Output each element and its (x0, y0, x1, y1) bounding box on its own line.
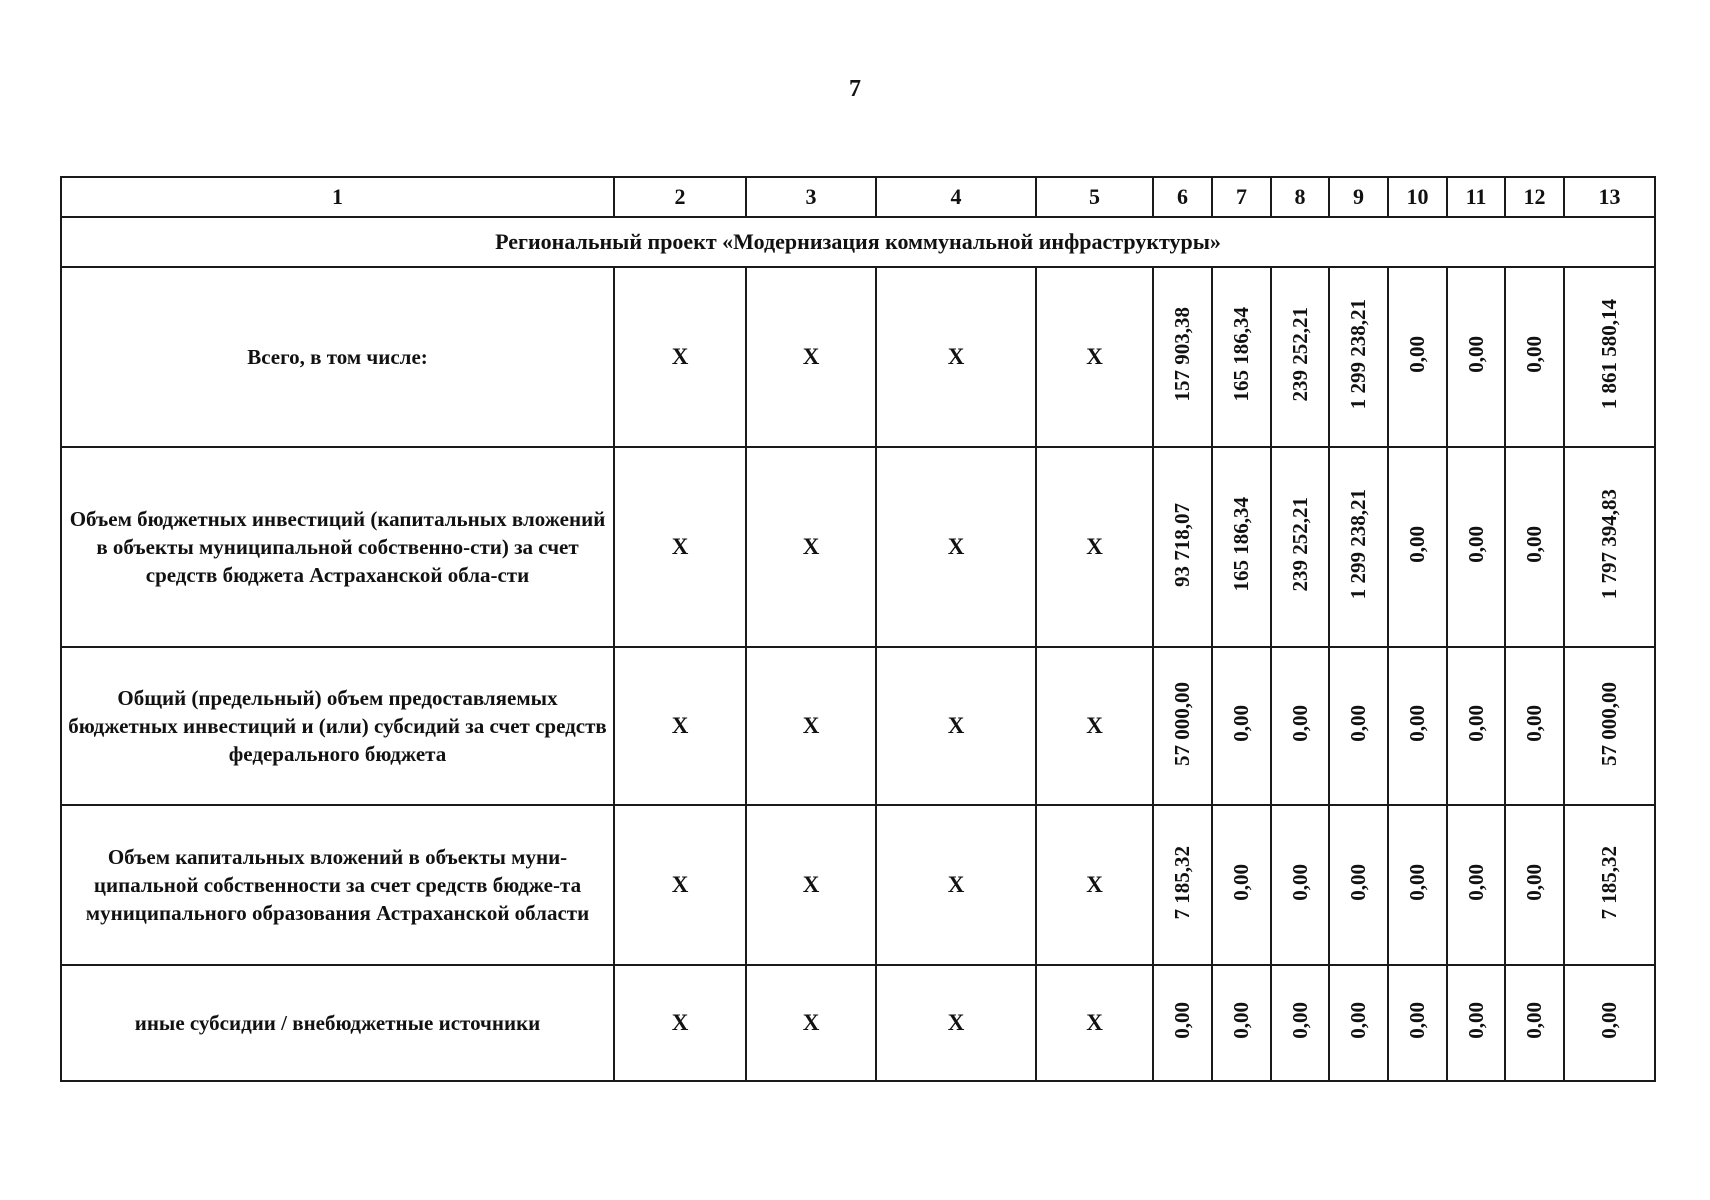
amount-value: 0,00 (1405, 526, 1429, 563)
row-label: иные субсидии / внебюджетные источники (61, 965, 614, 1081)
amount-cell (1564, 965, 1655, 1081)
column-number-cell: 7 (1212, 177, 1271, 217)
amount-value: 0,00 (1346, 1002, 1370, 1039)
amount-cell (1271, 447, 1329, 647)
amount-value: 0,00 (1170, 1002, 1194, 1039)
project-title: Региональный проект «Модернизация коммунальной инфраструктуры» (61, 217, 1655, 267)
amount-value: 0,00 (1463, 705, 1488, 742)
amount-cell (1212, 267, 1271, 447)
amount-value: 165 186,34 (1229, 307, 1253, 402)
amount-value: 0,00 (1463, 336, 1488, 373)
column-number-cell: 6 (1153, 177, 1212, 217)
amount-cell (1447, 965, 1505, 1081)
amount-cell (1329, 647, 1388, 805)
amount-cell (1388, 267, 1447, 447)
column-number-cell: 10 (1388, 177, 1447, 217)
amount-value: 0,00 (1522, 705, 1546, 742)
amount-cell (1447, 647, 1505, 805)
not-applicable-mark: X (876, 965, 1036, 1081)
table-row (61, 965, 1655, 1081)
amount-value: 1 797 394,83 (1597, 489, 1621, 600)
amount-value: 165 186,34 (1229, 497, 1253, 592)
amount-value: 0,00 (1346, 864, 1370, 901)
amount-value: 0,00 (1405, 864, 1429, 901)
not-applicable-mark: X (746, 965, 876, 1081)
not-applicable-mark: X (614, 447, 746, 647)
amount-cell (1329, 267, 1388, 447)
amount-value: 1 861 580,14 (1597, 299, 1621, 410)
amount-cell (1505, 805, 1564, 965)
amount-cell (1329, 447, 1388, 647)
amount-value: 7 185,32 (1170, 845, 1194, 920)
not-applicable-mark: X (614, 805, 746, 965)
amount-cell (1212, 965, 1271, 1081)
amount-cell (1212, 447, 1271, 647)
amount-cell (1388, 965, 1447, 1081)
amount-value: 0,00 (1346, 705, 1370, 742)
amount-cell (1564, 447, 1655, 647)
amount-cell (1153, 805, 1212, 965)
column-number-cell: 4 (876, 177, 1036, 217)
amount-cell (1271, 647, 1329, 805)
row-label: Общий (предельный) объем предоставляемых бюджетных инвестиций и (или) субсидий за счет средств федерального бюджета (61, 647, 614, 805)
amount-value: 57 000,00 (1170, 681, 1194, 766)
amount-cell (1388, 647, 1447, 805)
amount-cell (1153, 965, 1212, 1081)
amount-cell (1505, 965, 1564, 1081)
budget-table (60, 176, 1656, 1082)
amount-value: 0,00 (1463, 526, 1488, 563)
amount-cell (1447, 447, 1505, 647)
amount-cell (1388, 447, 1447, 647)
amount-cell (1505, 647, 1564, 805)
not-applicable-mark: X (1036, 647, 1153, 805)
amount-value: 239 252,21 (1287, 307, 1312, 402)
column-number-cell: 1 (61, 177, 614, 217)
not-applicable-mark: X (614, 965, 746, 1081)
not-applicable-mark: X (746, 647, 876, 805)
amount-value: 0,00 (1405, 705, 1429, 742)
amount-cell (1388, 805, 1447, 965)
not-applicable-mark: X (876, 447, 1036, 647)
column-number-row (61, 177, 1655, 217)
table-row (61, 805, 1655, 965)
column-number-cell: 5 (1036, 177, 1153, 217)
amount-cell (1505, 267, 1564, 447)
not-applicable-mark: X (746, 267, 876, 447)
amount-value: 0,00 (1522, 526, 1546, 563)
amount-value: 157 903,38 (1170, 307, 1194, 402)
column-number-cell: 13 (1564, 177, 1655, 217)
column-number-cell: 8 (1271, 177, 1329, 217)
amount-cell (1329, 965, 1388, 1081)
row-label: Всего, в том числе: (61, 267, 614, 447)
amount-value: 0,00 (1522, 336, 1546, 373)
column-number-cell: 12 (1505, 177, 1564, 217)
not-applicable-mark: X (1036, 805, 1153, 965)
amount-cell (1564, 647, 1655, 805)
not-applicable-mark: X (876, 805, 1036, 965)
not-applicable-mark: X (1036, 267, 1153, 447)
amount-value: 7 185,32 (1597, 845, 1621, 920)
column-number-cell: 11 (1447, 177, 1505, 217)
amount-cell (1447, 805, 1505, 965)
amount-value: 0,00 (1597, 1002, 1621, 1039)
amount-value: 0,00 (1229, 1002, 1253, 1039)
amount-value: 0,00 (1405, 336, 1429, 373)
amount-cell (1153, 267, 1212, 447)
table-row (61, 647, 1655, 805)
not-applicable-mark: X (876, 647, 1036, 805)
column-number-cell: 2 (614, 177, 746, 217)
amount-value: 0,00 (1522, 1002, 1546, 1039)
amount-cell (1212, 805, 1271, 965)
table-row (61, 447, 1655, 647)
amount-value: 0,00 (1522, 864, 1546, 901)
amount-value: 0,00 (1287, 864, 1312, 901)
amount-value: 0,00 (1287, 1002, 1312, 1039)
not-applicable-mark: X (746, 447, 876, 647)
amount-value: 0,00 (1287, 705, 1312, 742)
page-number: 7 (849, 76, 861, 102)
amount-value: 0,00 (1229, 705, 1253, 742)
amount-cell (1271, 805, 1329, 965)
amount-value: 239 252,21 (1287, 497, 1312, 592)
amount-cell (1271, 267, 1329, 447)
amount-value: 1 299 238,21 (1346, 489, 1370, 600)
row-label: Объем бюджетных инвестиций (капитальных вложений в объекты муниципальной собственно-сти) за счет средств бюджета Астраханской обла-сти (61, 447, 614, 647)
not-applicable-mark: X (1036, 965, 1153, 1081)
row-label: Объем капитальных вложений в объекты муни-ципальной собственности за счет средств бюдже-та муниципального образования Астраханской области (61, 805, 614, 965)
amount-cell (1564, 805, 1655, 965)
column-number-cell: 9 (1329, 177, 1388, 217)
amount-value: 0,00 (1463, 1002, 1488, 1039)
not-applicable-mark: X (1036, 447, 1153, 647)
amount-value: 0,00 (1405, 1002, 1429, 1039)
amount-cell (1447, 267, 1505, 447)
amount-cell (1212, 647, 1271, 805)
amount-value: 57 000,00 (1597, 681, 1621, 766)
table-row (61, 267, 1655, 447)
project-title-row (61, 217, 1655, 267)
amount-value: 0,00 (1229, 864, 1253, 901)
amount-cell (1505, 447, 1564, 647)
amount-value: 1 299 238,21 (1346, 299, 1370, 410)
column-number-cell: 3 (746, 177, 876, 217)
not-applicable-mark: X (876, 267, 1036, 447)
amount-cell (1329, 805, 1388, 965)
amount-cell (1564, 267, 1655, 447)
amount-cell (1153, 647, 1212, 805)
amount-value: 0,00 (1463, 864, 1488, 901)
amount-cell (1153, 447, 1212, 647)
not-applicable-mark: X (614, 267, 746, 447)
amount-value: 93 718,07 (1170, 502, 1194, 587)
amount-cell (1271, 965, 1329, 1081)
not-applicable-mark: X (746, 805, 876, 965)
not-applicable-mark: X (614, 647, 746, 805)
